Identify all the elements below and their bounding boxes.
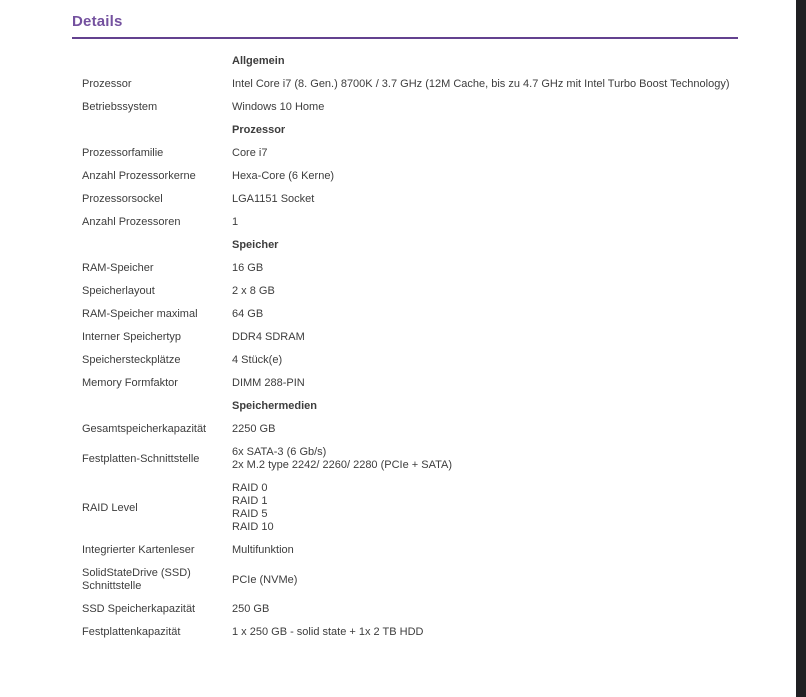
spec-table	[72, 50, 777, 644]
table-row	[72, 96, 777, 119]
spec-value	[232, 418, 777, 441]
spec-label: Prozessorfamilie	[82, 147, 164, 159]
table-row	[72, 280, 777, 303]
spec-label: Speicherlayout	[82, 285, 155, 297]
table-row	[72, 441, 777, 477]
spec-label: RAM-Speicher maximal	[82, 308, 198, 320]
section-heading-speichermedien: Speichermedien	[232, 400, 317, 412]
spec-value-line: 2 x 8 GB	[232, 285, 275, 297]
section-heading-speicher: Speicher	[232, 239, 279, 251]
spec-value-line: 64 GB	[232, 308, 264, 320]
spec-value-line: Multifunktion	[232, 544, 294, 556]
empty-cell	[72, 50, 232, 73]
spec-value	[232, 96, 777, 119]
section-heading-allgemein: Allgemein	[232, 55, 285, 67]
table-row	[72, 418, 777, 441]
spec-value	[232, 188, 777, 211]
spec-value	[232, 211, 777, 234]
spec-value	[232, 257, 777, 280]
spec-value	[232, 477, 777, 539]
spec-value	[232, 372, 777, 395]
spec-label: SolidStateDrive (SSD) Schnittstelle	[82, 567, 191, 592]
section-heading-prozessor: Prozessor	[232, 124, 286, 136]
spec-value	[232, 73, 777, 96]
spec-value-line: 2x M.2 type 2242/ 2260/ 2280 (PCIe + SATA)	[232, 459, 453, 471]
table-row	[72, 477, 777, 539]
spec-label: Prozessor	[82, 78, 132, 90]
table-row	[72, 562, 777, 598]
table-row	[72, 257, 777, 280]
spec-label: Anzahl Prozessoren	[82, 216, 181, 228]
spec-value-line: Hexa-Core (6 Kerne)	[232, 170, 335, 182]
table-row	[72, 73, 777, 96]
spec-label: Gesamtspeicherkapazität	[82, 423, 207, 435]
spec-value-line: RAID 1	[232, 495, 268, 507]
spec-value-line: DDR4 SDRAM	[232, 331, 305, 343]
spec-label: RAM-Speicher	[82, 262, 154, 274]
table-row	[72, 165, 777, 188]
empty-cell	[72, 395, 232, 418]
spec-label: SSD Speicherkapazität	[82, 603, 196, 615]
section-header-row	[72, 119, 777, 142]
spec-label: Integrierter Kartenleser	[82, 544, 195, 556]
spec-label: Festplatten-Schnittstelle	[82, 452, 200, 465]
spec-value	[232, 349, 777, 372]
spec-value-line: DIMM 288-PIN	[232, 377, 305, 389]
table-row	[72, 621, 777, 644]
table-row	[72, 211, 777, 234]
spec-label: Speichersteckplätze	[82, 354, 181, 366]
spec-value-line: 4 Stück(e)	[232, 354, 283, 366]
empty-cell	[72, 119, 232, 142]
table-row	[72, 142, 777, 165]
spec-value	[232, 165, 777, 188]
table-row	[72, 349, 777, 372]
spec-value-line: 250 GB	[232, 603, 270, 615]
spec-label: Anzahl Prozessorkerne	[82, 170, 196, 182]
section-header-row	[72, 395, 777, 418]
spec-value	[232, 621, 777, 644]
section-header-row	[72, 50, 777, 73]
spec-value-line: 16 GB	[232, 262, 264, 274]
spec-label: Festplattenkapazität	[82, 626, 181, 638]
spec-value-line: PCIe (NVMe)	[232, 573, 298, 586]
page-title: Details	[72, 0, 738, 39]
spec-value	[232, 280, 777, 303]
spec-value-line: 1	[232, 216, 239, 228]
table-row	[72, 326, 777, 349]
spec-value-line: 2250 GB	[232, 423, 276, 435]
spec-label: Prozessorsockel	[82, 193, 163, 205]
table-row	[72, 598, 777, 621]
spec-value	[232, 562, 777, 598]
spec-value	[232, 142, 777, 165]
empty-cell	[72, 234, 232, 257]
spec-value-line: 6x SATA-3 (6 Gb/s)	[232, 446, 327, 458]
table-row	[72, 303, 777, 326]
spec-value-line: Intel Core i7 (8. Gen.) 8700K / 3.7 GHz (12M Cache, bis zu 4.7 GHz mit Intel Turbo Boost Technology)	[232, 78, 730, 90]
right-edge-bar	[796, 0, 806, 697]
spec-value-line: RAID 10	[232, 521, 274, 533]
spec-value-line: RAID 0	[232, 482, 268, 494]
spec-label: RAID Level	[82, 501, 138, 514]
section-header-row	[72, 234, 777, 257]
spec-value-line: Windows 10 Home	[232, 101, 325, 113]
spec-value-line: 1 x 250 GB - solid state + 1x 2 TB HDD	[232, 626, 424, 638]
spec-label: Betriebssystem	[82, 101, 158, 113]
spec-value	[232, 326, 777, 349]
spec-label: Memory Formfaktor	[82, 377, 178, 389]
spec-value	[232, 539, 777, 562]
spec-value	[232, 598, 777, 621]
spec-value	[232, 303, 777, 326]
spec-value-line: RAID 5	[232, 508, 268, 520]
spec-value	[232, 441, 777, 477]
table-row	[72, 539, 777, 562]
details-content	[72, 0, 782, 644]
spec-value-line: LGA1151 Socket	[232, 193, 315, 205]
table-row	[72, 188, 777, 211]
spec-label: Interner Speichertyp	[82, 331, 182, 343]
spec-value-line: Core i7	[232, 147, 268, 159]
table-row	[72, 372, 777, 395]
